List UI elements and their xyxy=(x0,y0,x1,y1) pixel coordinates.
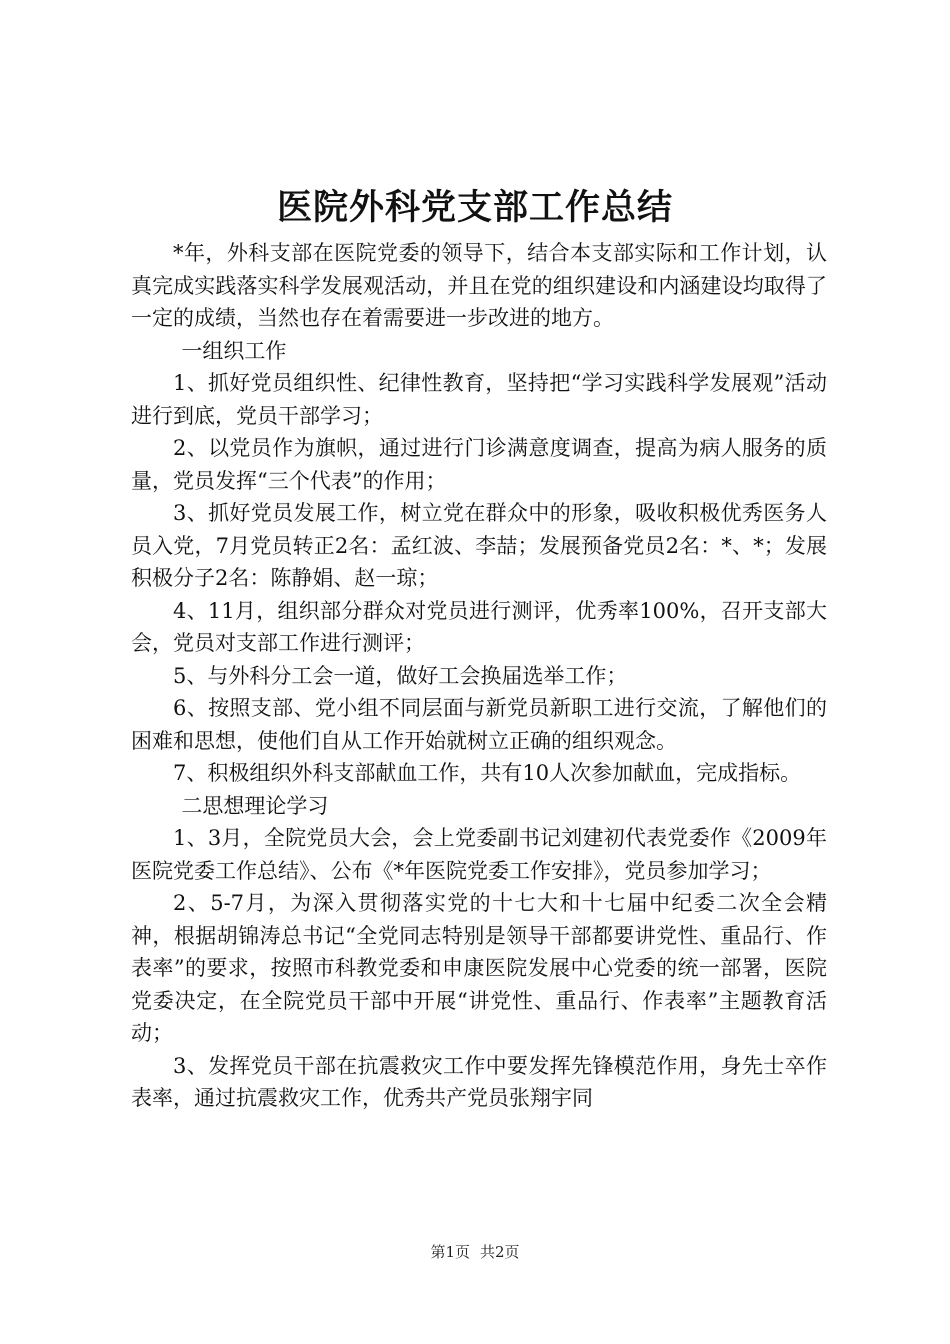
body-paragraph: 1、抓好党员组织性、纪律性教育，坚持把“学习实践科学发展观”活动进行到底，党员干部学习； xyxy=(131,371,827,428)
body-paragraph: 4、11月，组织部分群众对党员进行测评，优秀率100%，召开支部大会，党员对支部工作进行测评； xyxy=(131,598,827,655)
page-total: 共2页 xyxy=(480,1243,520,1261)
intro-paragraph: *年，外科支部在医院党委的领导下，结合本支部实际和工作计划，认真完成实践落实科学发展观活动，并且在党的组织建设和内涵建设均取得了一定的成绩，当然也存在着需要进一步改进的地方。 xyxy=(131,241,827,330)
document-title: 医院外科党支部工作总结 xyxy=(276,187,673,228)
section-heading-organization: 一组织工作 xyxy=(181,338,287,363)
document-body xyxy=(131,237,827,1115)
body-paragraph: 6、按照支部、党小组不同层面与新党员新职工进行交流，了解他们的困难和思想，使他们自从工作开始就树立正确的组织观念。 xyxy=(131,696,827,753)
page-footer xyxy=(0,1240,950,1264)
body-paragraph: 2、5-7月，为深入贯彻落实党的十七大和十七届中纪委二次全会精神，根据胡锦涛总书记“全党同志特别是领导干部都要讲党性、重品行、作表率”的要求，按照市科教党委和申康医院发展中心党委的统一部署，医院党委决定，在全院党员干部中开展“讲党性、重品行、作表率”主题教育活动； xyxy=(131,891,827,1045)
body-paragraph: 5、与外科分工会一道，做好工会换届选举工作； xyxy=(173,663,628,688)
body-paragraph: 3、抓好党员发展工作，树立党在群众中的形象，吸收积极优秀医务人员入党，7月党员转正2名：孟红波、李喆；发展预备党员2名：*、*；发展积极分子2名：陈静娟、赵一琼； xyxy=(131,501,827,590)
section-heading-theory-study: 二思想理论学习 xyxy=(181,793,329,818)
body-paragraph: 2、以党员作为旗帜，通过进行门诊满意度调查，提高为病人服务的质量，党员发挥“三个代表”的作用； xyxy=(131,436,827,493)
body-paragraph: 1、3月，全院党员大会，会上党委副书记刘建初代表党委作《2009年医院党委工作总结》、公布《*年医院党委工作安排》，党员参加学习； xyxy=(131,826,827,883)
body-paragraph: 3、发挥党员干部在抗震救灾工作中要发挥先锋模范作用，身先士卒作表率，通过抗震救灾工作，优秀共产党员张翔宇同 xyxy=(131,1053,827,1110)
page-number: 第1页 xyxy=(430,1243,470,1261)
body-paragraph: 7、积极组织外科支部献血工作，共有10人次参加献血，完成指标。 xyxy=(173,761,802,785)
